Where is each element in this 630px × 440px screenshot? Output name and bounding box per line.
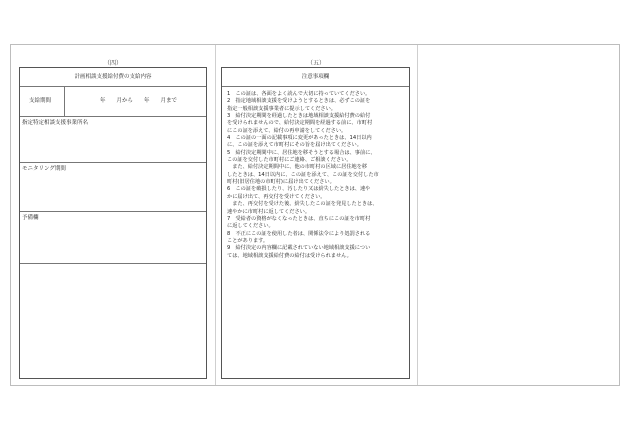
caution-line: 1 この証は、各面をよく読んで大切に持っていてください。 [227,91,371,97]
caution-line: 7 受給者の資格がなくなったときは、直ちにこの証を市町村 [227,215,371,222]
caution-line: 2 指定地域相談支援を受けようとするときは、必ずこの証を [227,98,371,105]
provider-label: 指定特定相談支援事業所名 [22,120,89,126]
caution-line: 5 給付決定期間中に、居住地を移そうとする場合は、事前に、 [227,149,376,156]
notes-bottom-divider [20,263,206,264]
caution-line: に返してください。 [227,223,274,230]
caution-line: ては、地域相談支援給付費の給付は受けられません。 [227,252,352,259]
period-label: 支給期間 [29,98,52,104]
panel5-title: 注意事項欄 [301,74,330,80]
notes-label: 予備欄 [22,215,39,221]
caution-line: また、給付決定期間中に、他の市町村の区域に居住地を移 [227,164,368,171]
panel4-title: 計画相談支援給付費の支給内容 [74,74,152,80]
caution-line: に、この証を添えて市町村にその旨を届け出てください。 [227,142,362,149]
caution-line: 指定一般相談支援事業者に提示してください。 [227,105,336,112]
caution-line: かに届け出て、再交付を受けてください。 [227,193,326,200]
panel4-frame [19,67,207,379]
panel5-label: （五） [306,60,325,67]
caution-line: この証を交付した市町村にご連絡、ご相談ください。 [227,157,352,164]
monitoring-bottom-divider [20,211,206,212]
caution-line: 3 給付決定期間を経過したときは地域相談支援給付費の給付 [227,113,371,120]
period-divider [64,86,65,116]
caution-line: 9 給付決定の内容欄に記載されていない地域相談支援につい [227,245,371,252]
caution-line: 町村(旧居住地の市町村)に届け出てください。 [227,179,335,186]
caution-line: 8 不正にこの証を使用した者は、関係法令により処罰される [227,230,371,237]
cautions-list [227,91,405,260]
caution-line: ことがあります。 [227,237,269,244]
caution-line: 6 この証を破損したり、汚したり又は紛失したときは、速や [227,186,371,193]
caution-line: にこの証を添えて、給付の再申請をしてください。 [227,127,347,134]
caution-line: したときは、14日以内に、この証を添えて、この証を交付した市 [227,171,379,178]
panel5-title-divider [222,86,409,87]
card-sheet [10,44,620,386]
panel4-label: （四） [103,60,122,67]
fold-line-right [417,45,418,385]
caution-line: 4 この証の一面の記載事項に変更があったときは、14日以内 [227,135,372,142]
period-bottom-divider [20,116,206,117]
panel5-frame [221,67,410,379]
caution-line: 速やかに市町村に返してください。 [227,208,311,215]
caution-line: を受けられませんので、給付決定期間を経過する前に、市町村 [227,120,373,127]
period-value: 年 月から 年 月まで [100,98,178,104]
monitoring-label: モニタリング期間 [22,166,66,172]
provider-bottom-divider [20,162,206,163]
caution-line: また、再交付を受けた後、紛失したこの証を発見したときは、 [227,201,378,208]
panel4-title-divider [20,86,206,87]
fold-line-left [215,45,216,385]
